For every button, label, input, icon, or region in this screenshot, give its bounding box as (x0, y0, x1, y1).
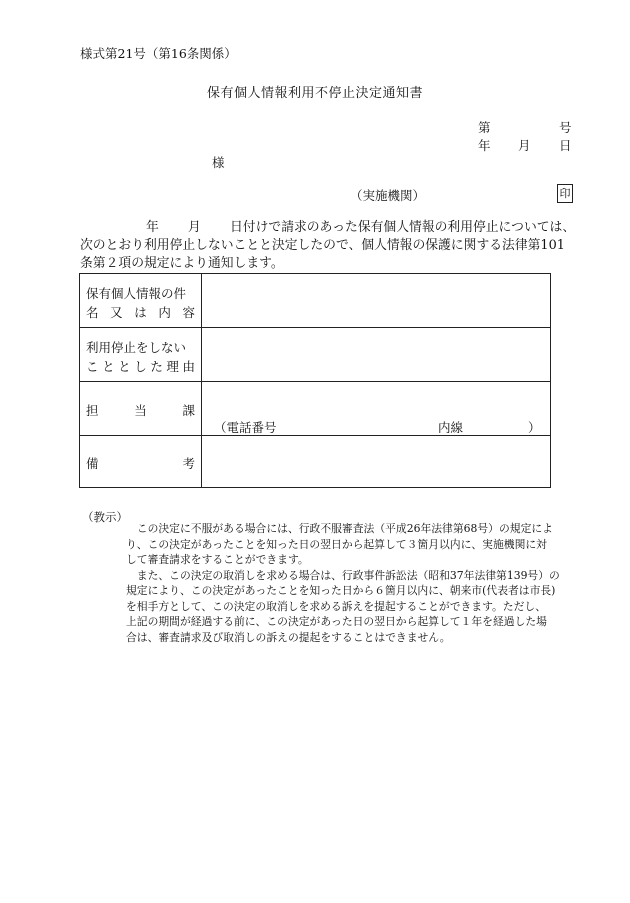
addressee-honorific: 様 (212, 155, 225, 170)
date-month: 月 (518, 138, 531, 153)
label-reason: 利用停止をしない こ と と し た 理 由 (80, 328, 202, 381)
phone-close-paren: ） (528, 420, 541, 435)
decision-table (79, 273, 551, 488)
instructions-text: この決定に不服がある場合には、行政不服審査法（平成26年法律第68号）の規定によ り、この決定があったことを知った日の翌日から起算して３箇月以内に、実施機関に対 して審査請求をすることができます。 また、この決定の取消しを求める場合は、行政事件訴訟法（昭和37年法律第139号）の 規定により、この決定があったことを知った日から６箇月以内に、朝来市(代表者は市長) を相手方として、この決定の取消しを求める訴えを提起することができます。ただし、 上記の期間が経過する前に、この決定があった日の翌日から起算して１年を経過した場 合は、審査請求及び取消しの訴えの提起をすることはできません。 (126, 522, 560, 644)
label-info-item: 保有個人情報の件 名 又 は 内 容 (80, 274, 202, 327)
value-reason[interactable] (202, 328, 550, 381)
table-row-department (80, 382, 550, 436)
seal-box: 印 (557, 184, 573, 203)
body-line-3: 条第２項の規定により通知します。 (80, 256, 284, 271)
value-info-item[interactable] (202, 274, 550, 327)
label-remarks: 備 考 (80, 436, 202, 488)
body-day-clause: 日付けで請求のあった保有個人情報の利用停止については、 (230, 220, 576, 235)
notice-body (80, 219, 580, 273)
number-prefix: 第 (478, 120, 491, 135)
extension-label: 内線 (438, 420, 464, 435)
number-suffix: 号 (559, 120, 572, 135)
body-line-2: 次のとおり利用停止しないことと決定したので、個人情報の保護に関する法律第101 (80, 238, 565, 253)
table-row-remarks (80, 436, 550, 488)
body-month: 月 (188, 220, 201, 235)
date-year: 年 (478, 138, 491, 153)
label-department: 担 当 課 (80, 382, 202, 435)
form-number: 様式第21号（第16条関係） (80, 46, 237, 61)
body-year: 年 (146, 220, 159, 235)
value-department[interactable] (202, 382, 550, 435)
document-title: 保有個人情報利用不停止決定通知書 (206, 86, 423, 101)
phone-label: （電話番号 (214, 420, 277, 435)
instructions-heading: （教示） (82, 510, 128, 524)
issuing-agency: （実施機関） (350, 188, 426, 203)
value-remarks[interactable] (202, 436, 550, 488)
date-day: 日 (559, 138, 572, 153)
table-row-info (80, 274, 550, 328)
table-row-reason (80, 328, 550, 382)
